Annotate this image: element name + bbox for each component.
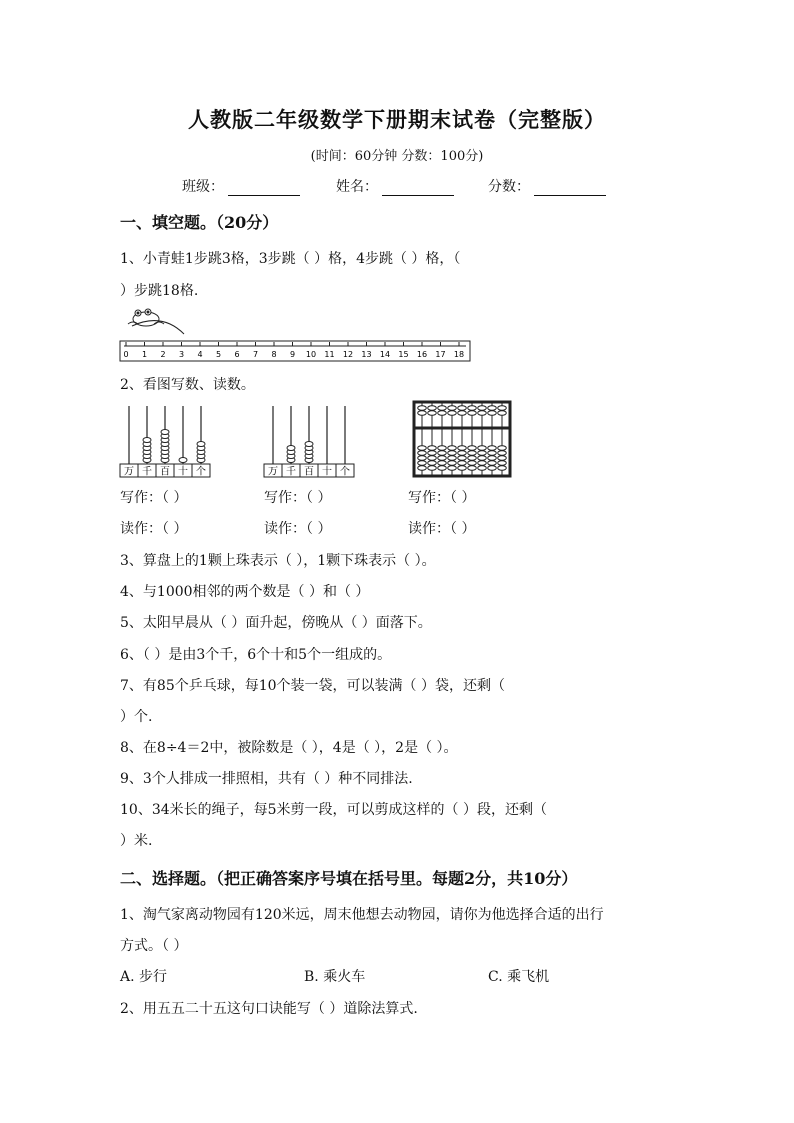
lower-bead: [418, 446, 427, 451]
lower-bead: [418, 466, 427, 471]
number-line-label: 7: [252, 350, 259, 359]
score-blank[interactable]: [534, 181, 606, 196]
upper-bead: [438, 406, 447, 411]
upper-bead: [478, 406, 487, 411]
number-line-label: 18: [453, 350, 465, 359]
q10-line1: 10、34米长的绳子，每5米剪一段，可以剪成这样的（ ）段，还剩（: [120, 802, 547, 818]
write-3: 写作：（ ）: [408, 490, 476, 506]
read-1: 读作：（ ）: [120, 521, 188, 537]
q2-text: 2、看图写数、读数。: [120, 377, 255, 393]
lower-bead: [478, 466, 487, 471]
number-line-label: 10: [305, 350, 317, 359]
abacus-2: [262, 404, 362, 478]
number-line-label: 0: [123, 350, 129, 359]
place-value-label: 百: [160, 466, 170, 478]
upper-bead: [498, 406, 507, 411]
number-line-label: 1: [141, 350, 148, 359]
suanpan-abacus: [412, 400, 512, 478]
lower-bead: [498, 456, 507, 461]
write-2: 写作：（ ）: [264, 490, 332, 506]
exam-title: 人教版二年级数学下册期末试卷（完整版）: [188, 107, 606, 132]
score-label: 分数：: [488, 179, 530, 195]
upper-bead: [458, 406, 467, 411]
lower-bead: [428, 446, 437, 451]
class-field[interactable]: [182, 176, 300, 196]
number-line-label: 11: [324, 350, 335, 359]
upper-bead: [488, 411, 497, 416]
lower-bead: [448, 466, 457, 471]
upper-bead: [418, 411, 427, 416]
upper-bead: [428, 406, 437, 411]
number-line-label: 17: [435, 350, 446, 359]
upper-bead: [458, 411, 467, 416]
lower-bead: [418, 456, 427, 461]
number-line-label: 5: [215, 350, 222, 359]
q5-text: 5、太阳早晨从（ ）面升起，傍晚从（ ）面落下。: [120, 615, 432, 631]
place-value-label: 十: [178, 466, 188, 478]
lower-bead: [498, 466, 507, 471]
lower-bead: [458, 451, 467, 456]
upper-bead: [488, 406, 497, 411]
frog-icon: [128, 309, 184, 334]
lower-bead: [498, 461, 507, 466]
lower-bead: [498, 451, 507, 456]
lower-bead: [478, 451, 487, 456]
q1-line1: 1、小青蛙1步跳3格，3步跳（ ）格，4步跳（ ）格，（: [120, 251, 461, 267]
upper-bead: [478, 411, 487, 416]
name-blank[interactable]: [382, 181, 454, 196]
place-value-label: 千: [142, 466, 152, 478]
frog-number-line: [118, 304, 474, 368]
place-value-label: 百: [304, 466, 314, 478]
lower-bead: [488, 461, 497, 466]
s2-q1-line1: 1、淘气家离动物园有120米远，周末他想去动物园，请你为他选择合适的出行: [120, 907, 604, 923]
lower-bead: [488, 446, 497, 451]
number-line-label: 13: [361, 350, 372, 359]
lower-bead: [438, 466, 447, 471]
read-2: 读作：（ ）: [264, 521, 332, 537]
lower-bead: [438, 461, 447, 466]
lower-bead: [458, 461, 467, 466]
number-line-label: 6: [234, 350, 240, 359]
number-line-label: 16: [416, 350, 428, 359]
lower-bead: [498, 446, 507, 451]
s2-q1-line2: 方式。（ ）: [120, 938, 188, 954]
place-value-label: 十: [322, 466, 332, 478]
name-field[interactable]: [336, 176, 454, 196]
option-b[interactable]: B. 乘火车: [304, 969, 366, 985]
read-3: 读作：（ ）: [408, 521, 476, 537]
class-blank[interactable]: [228, 181, 300, 196]
lower-bead: [448, 451, 457, 456]
s2-q2-text: 2、用五五二十五这句口诀能写（ ）道除法算式.: [120, 1001, 418, 1017]
lower-bead: [428, 451, 437, 456]
upper-bead: [448, 406, 457, 411]
section1-heading: 一、填空题。（20分）: [120, 213, 279, 232]
number-line-label: 15: [398, 350, 409, 359]
upper-bead: [438, 411, 447, 416]
lower-bead: [438, 456, 447, 461]
lower-bead: [468, 446, 477, 451]
lower-bead: [458, 456, 467, 461]
lower-bead: [428, 461, 437, 466]
place-value-label: 个: [340, 466, 350, 478]
section2-heading: 二、选择题。（把正确答案序号填在括号里。每题2分，共10分）: [120, 869, 578, 888]
name-label: 姓名：: [336, 179, 378, 195]
upper-bead: [498, 411, 507, 416]
abacus-1: [118, 404, 218, 478]
lower-bead: [438, 446, 447, 451]
lower-bead: [468, 451, 477, 456]
q7-line2: ）个.: [120, 709, 153, 725]
lower-bead: [448, 461, 457, 466]
number-line-label: 14: [379, 350, 391, 359]
upper-bead: [448, 411, 457, 416]
lower-bead: [468, 466, 477, 471]
option-c[interactable]: C. 乘飞机: [488, 969, 550, 985]
upper-bead: [428, 411, 437, 416]
q10-line2: ）米.: [120, 833, 153, 849]
q8-text: 8、在8÷4＝2中，被除数是（ ），4是（ ），2是（ ）。: [120, 740, 458, 756]
q3-text: 3、算盘上的1颗上珠表示（ ），1颗下珠表示（ ）。: [120, 553, 436, 569]
lower-bead: [448, 446, 457, 451]
q4-text: 4、与1000相邻的两个数是（ ）和（ ）: [120, 584, 370, 600]
upper-bead: [418, 406, 427, 411]
number-line-label: 8: [271, 350, 277, 359]
lower-bead: [458, 446, 467, 451]
lower-bead: [478, 446, 487, 451]
write-1: 写作：（ ）: [120, 490, 188, 506]
lower-bead: [428, 466, 437, 471]
lower-bead: [478, 461, 487, 466]
number-line-label: 3: [178, 350, 185, 359]
lower-bead: [468, 456, 477, 461]
number-line-label: 4: [197, 350, 203, 359]
lower-bead: [418, 451, 427, 456]
upper-bead: [468, 406, 477, 411]
number-line-label: 2: [160, 350, 166, 359]
lower-bead: [458, 466, 467, 471]
class-label: 班级：: [182, 179, 224, 195]
place-value-label: 万: [268, 466, 278, 478]
lower-bead: [488, 456, 497, 461]
q7-line1: 7、有85个乒乓球，每10个装一袋，可以装满（ ）袋，还剩（: [120, 678, 505, 694]
lower-bead: [478, 456, 487, 461]
place-value-label: 个: [196, 466, 206, 478]
place-value-label: 千: [286, 466, 296, 478]
option-a[interactable]: A. 步行: [120, 969, 168, 985]
lower-bead: [418, 461, 427, 466]
number-line-label: 9: [289, 350, 296, 359]
upper-bead: [468, 411, 477, 416]
score-field[interactable]: [488, 176, 606, 196]
lower-bead: [488, 451, 497, 456]
q1-line2: ）步跳18格.: [120, 283, 199, 299]
lower-bead: [438, 451, 447, 456]
place-value-label: 万: [124, 466, 134, 478]
lower-bead: [428, 456, 437, 461]
q6-text: 6、（ ）是由3个千，6个十和5个一组成的。: [120, 647, 392, 663]
q9-text: 9、3个人排成一排照相，共有（ ）种不同排法.: [120, 771, 413, 787]
number-line-label: 12: [342, 350, 354, 359]
exam-subtitle: (时间：60分钟 分数：100分): [310, 149, 484, 164]
lower-bead: [448, 456, 457, 461]
lower-bead: [488, 466, 497, 471]
lower-bead: [468, 461, 477, 466]
